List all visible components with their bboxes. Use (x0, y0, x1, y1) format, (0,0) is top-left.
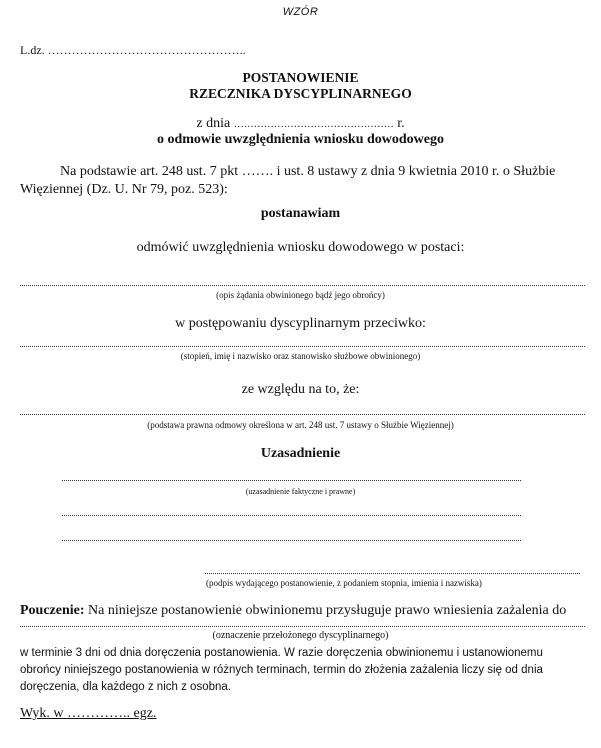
request-description-hint: (opis żądania obwinionego bądź jego obrońcy) (216, 290, 385, 300)
decision-text: odmówić uwzględnienia wniosku dowodowego w postaci: (136, 240, 465, 255)
signature-hint: (podpis wydającego postanowienie, z podaniem stopnia, imienia i nazwiska) (206, 578, 482, 588)
decision-heading: postanawiam (260, 206, 341, 221)
document-title: POSTANOWIENIE (242, 70, 359, 85)
date-suffix: r. (397, 116, 405, 131)
reference-number-field: L.dz. ………………………………………….. (20, 43, 246, 57)
legal-reason-line (20, 414, 585, 415)
accused-hint: (stopień, imię i nazwisko oraz stanowisko służbowe obwinionego) (180, 351, 421, 361)
legal-basis-line1: Na podstawie art. 248 ust. 7 pkt ……. i ust. 8 ustawy z dnia 9 kwietnia 2010 r. o Służbie (60, 164, 556, 179)
pouczenie-body-2: obrońcy niniejszego postanowienia w różnych terminach, termin do złożenia zażalenia liczy się od dnia (20, 664, 543, 676)
legal-reason-hint: (podstawa prawna odmowy określona w art. 248 ust. 7 ustawy o Służbie Więziennej) (147, 420, 454, 430)
date-line (0, 114, 601, 134)
pouczenie-body-1: w terminie 3 dni od dnia doręczenia postanowienia. W razie doręczenia obwinionemu i ustanowionemu (20, 647, 543, 659)
proceedings-text: w postępowaniu dyscyplinarnym przeciwko: (175, 316, 426, 331)
legal-basis-line2: Więziennej (Dz. U. Nr 79, poz. 523): (20, 182, 228, 197)
date-prefix: z dnia (196, 116, 231, 131)
justification-line-2 (62, 515, 521, 516)
reason-text: ze względu na to, że: (241, 382, 360, 397)
justification-line-1 (62, 480, 521, 481)
date-dots: ………………………………………… (233, 119, 394, 130)
request-description-line (20, 285, 585, 286)
superior-hint: (oznaczenie przełożonego dyscyplinarnego) (212, 630, 389, 641)
superior-line (20, 626, 585, 627)
accused-line (20, 346, 585, 347)
justification-hint: (uzasadnienie faktyczne i prawne) (245, 487, 356, 496)
pouczenie-label: Pouczenie: (20, 603, 85, 618)
pouczenie-text: Na niniejsze postanowienie obwinionemu przysługuje prawo wniesienia zażalenia do (88, 603, 567, 618)
signature-line (205, 573, 580, 574)
document-subject: o odmowie uwzględnienia wniosku dowodowego (156, 132, 445, 147)
justification-line-3 (62, 540, 521, 541)
template-label: WZÓR (282, 6, 319, 18)
copies-count: Wyk. w ………….. egz. (20, 706, 157, 721)
document-title-authority: RZECZNIKA DYSCYPLINARNEGO (189, 86, 412, 101)
pouczenie-line (20, 601, 566, 620)
justification-heading: Uzasadnienie (260, 446, 341, 461)
pouczenie-body-3: doręczenia, dla każdego z nich z osobna. (20, 681, 231, 693)
